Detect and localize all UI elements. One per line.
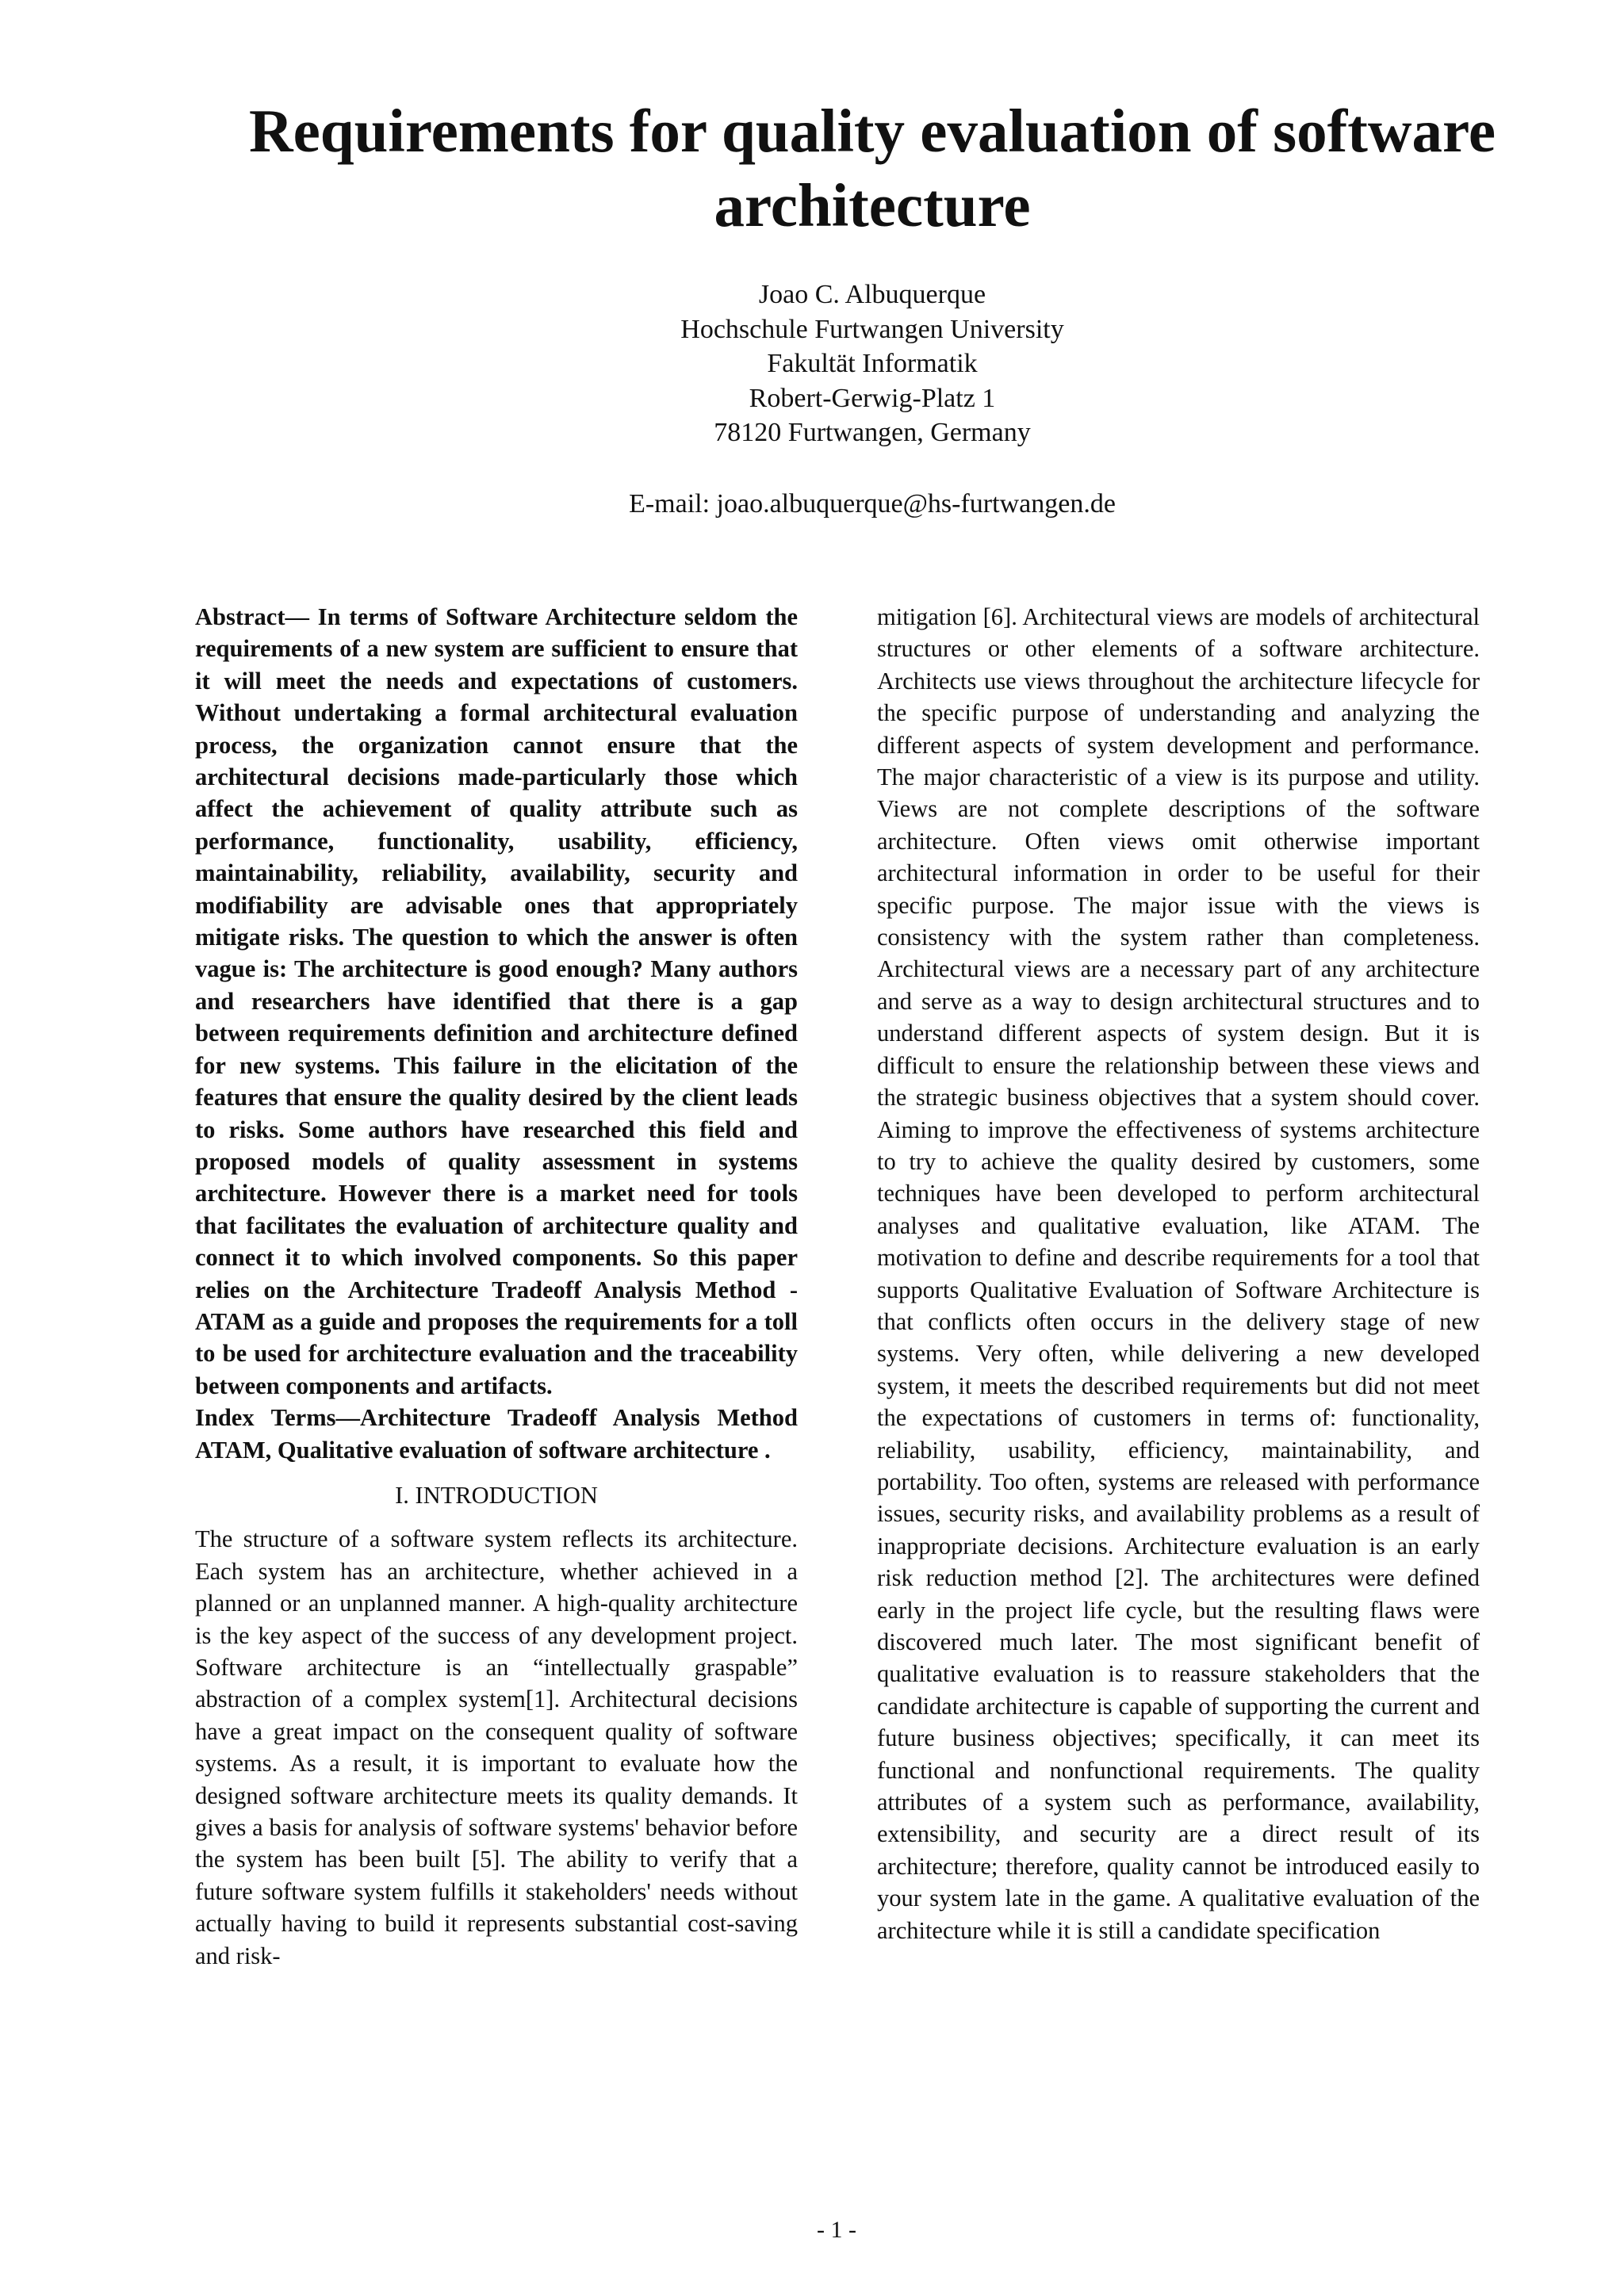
page-number: - 1 -	[817, 2217, 856, 2243]
author-affiliation: Hochschule Furtwangen University	[680, 314, 1064, 344]
index-terms: Index Terms—Architecture Tradeoff Analysis Method ATAM, Qualitative evaluation of software architecture .	[195, 1404, 798, 1464]
right-column	[877, 601, 1480, 1946]
author-faculty: Fakultät Informatik	[767, 349, 978, 378]
author-street: Robert-Gerwig-Platz 1	[749, 383, 996, 413]
author-email: E-mail: joao.albuquerque@hs-furtwangen.de	[629, 489, 1116, 519]
author-block	[198, 277, 1546, 450]
introduction-paragraph-right: mitigation [6]. Architectural views are models of architectural structures or other elements of a software architecture. Architects use views throughout the architecture lifecycle for the specific purpose of understanding and analyzing the different aspects of system development and performance. The major characteristic of a view is its purpose and utility. Views are not complete descriptions of the software architecture. Often views omit otherwise important architectural information in order to be useful for their specific purpose. The major issue with the views is consistency with the system rather than completeness. Architectural views are a necessary part of any architecture and serve as a way to design architectural structures and to understand different aspects of system design. But it is difficult to ensure the relationship between these views and the strategic business objectives that a system should cover. Aiming to improve the effectiveness of systems architecture to try to achieve the quality desired by customers, some techniques have been developed to perform architectural analyses and qualitative evaluation, like ATAM. The motivation to define and describe requirements for a tool that supports Qualitative Evaluation of Software Architecture is that conflicts often occurs in the delivery stage of new systems. Very often, while delivering a new developed system, it meets the described requirements but did not meet the expectations of customers in terms of: functionality, reliability, usability, efficiency, maintainability, and portability. Too often, systems are released with performance issues, security risks, and availability problems as a result of inappropriate decisions. Architecture evaluation is an early risk reduction method [2]. The architectures were defined early in the project life cycle, but the resulting flaws were discovered much later. The most significant benefit of qualitative evaluation is to reassure stakeholders that the candidate architecture is capable of supporting the current and future business objectives; specifically, it can meet its functional and nonfunctional requirements. The quality attributes of a system such as performance, availability, extensibility, and security are a direct result of its architecture; therefore, quality cannot be introduced easily to your system late in the game. A qualitative evaluation of the architecture while it is still a candidate specification	[877, 603, 1480, 1944]
author-name: Joao C. Albuquerque	[758, 280, 986, 309]
left-column	[195, 601, 798, 1972]
author-city: 78120 Furtwangen, Germany	[714, 418, 1031, 447]
section-heading-introduction: I. INTRODUCTION	[395, 1481, 598, 1509]
paper-title: Requirements for quality evaluation of software architecture	[249, 97, 1496, 239]
abstract: Abstract— In terms of Software Architecture seldom the requirements of a new system are sufficient to ensure that it will meet the needs and expectations of customers. Without undertaking a formal architectural evaluation process, the organization cannot ensure that the architectural decisions made-particularly those which affect the achievement of quality attribute such as performance, functionality, usability, efficiency, maintainability, reliability, availability, security and modifiability are advisable ones that appropriately mitigate risks. The question to which the answer is often vague is: The architecture is good enough? Many authors and researchers have identified that there is a gap between requirements definition and architecture defined for new systems. This failure in the elicitation of the features that ensure the quality desired by the client leads to risks. Some authors have researched this field and proposed models of quality assessment in systems architecture. However there is a market need for tools that facilitates the evaluation of architecture quality and connect it to which involved components. So this paper relies on the Architecture Tradeoff Analysis Method - ATAM as a guide and proposes the requirements for a toll to be used for architecture evaluation and the traceability between components and artifacts.	[195, 603, 798, 1399]
introduction-paragraph-left: The structure of a software system reflects its architecture. Each system has an architecture, whether achieved in a planned or an unplanned manner. A high-quality architecture is the key aspect of the success of any development project. Software architecture is an “intellectually graspable” abstraction of a complex system[1]. Architectural decisions have a great impact on the consequent quality of software systems. As a result, it is important to evaluate how the designed software architecture meets its quality demands. It gives a basis for analysis of software systems' behavior before the system has been built [5]. The ability to verify that a future software system fulfills it stakeholders' needs without actually having to build it represents substantial cost-saving and risk-	[195, 1525, 798, 1969]
